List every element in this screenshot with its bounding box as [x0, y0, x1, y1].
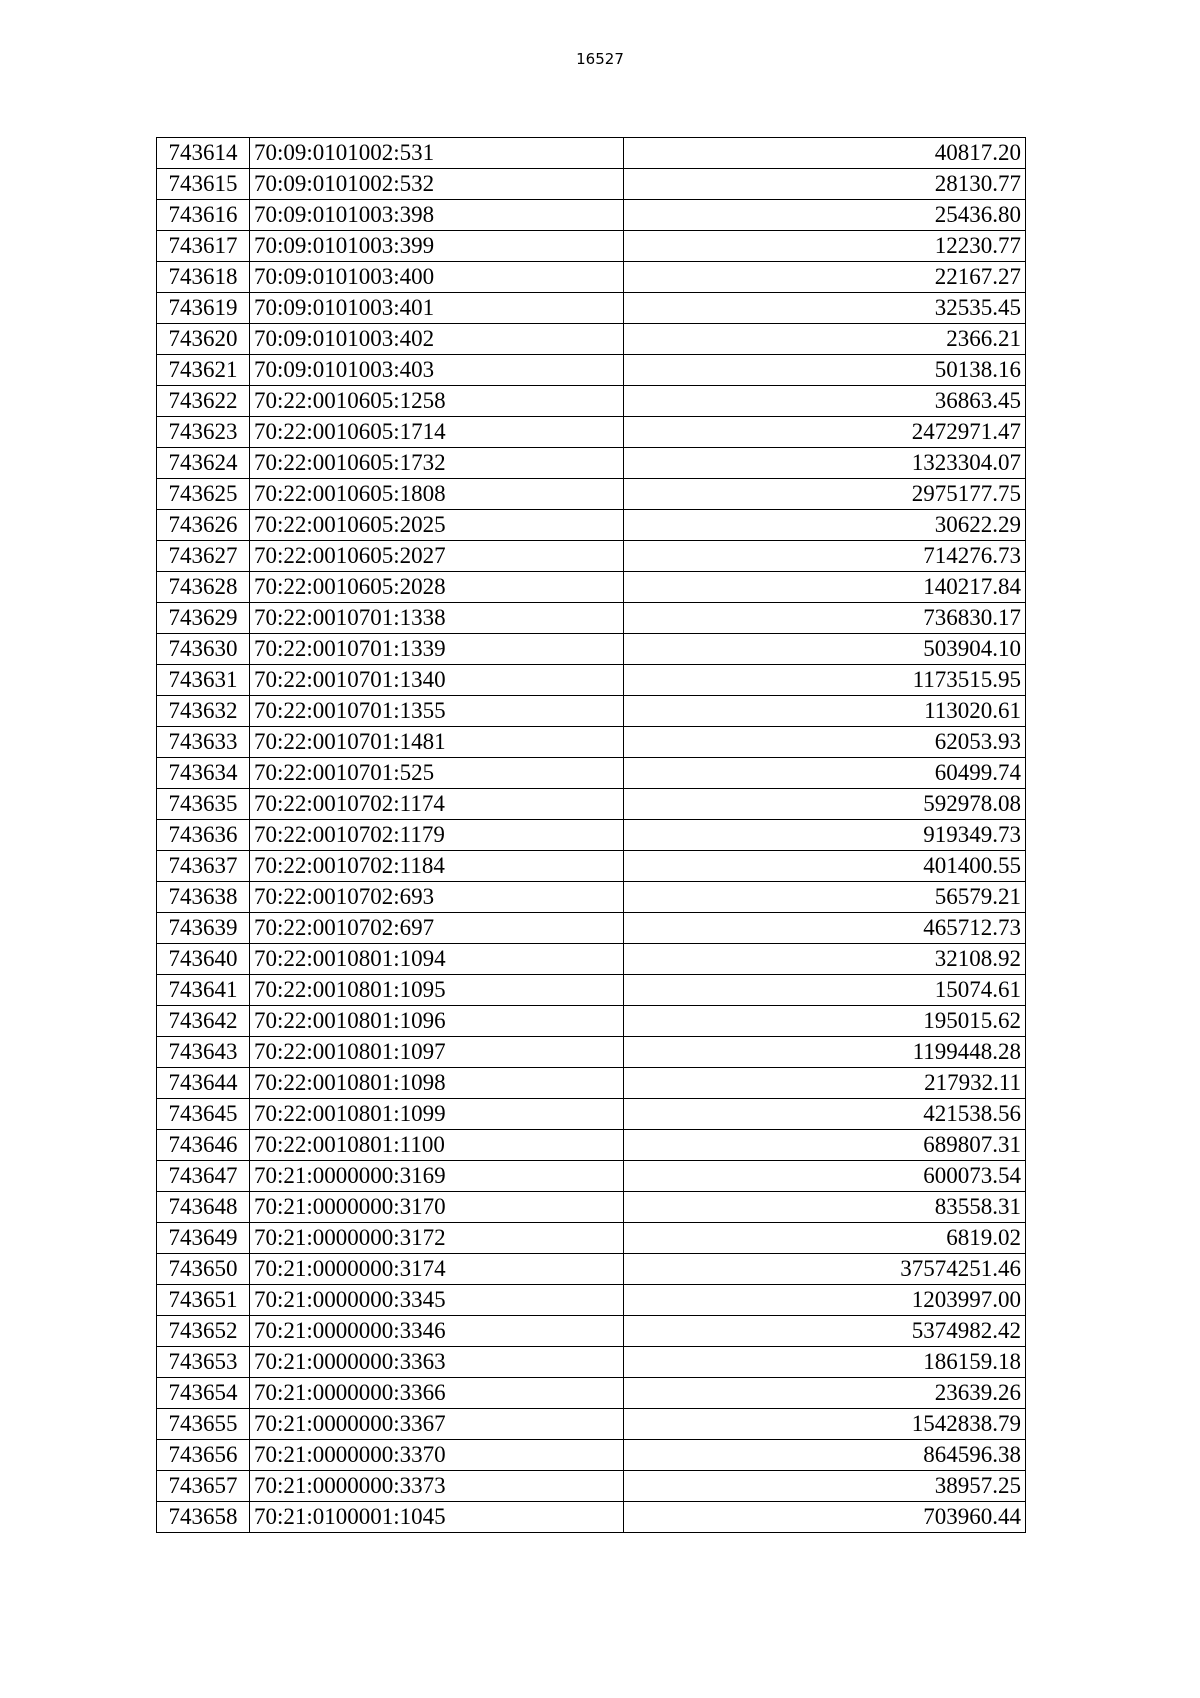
- table-row: [157, 634, 1026, 665]
- table-row: [157, 1223, 1026, 1254]
- cadastral-number-cell: 70:22:0010605:1808: [250, 479, 624, 510]
- table-row: [157, 1440, 1026, 1471]
- table-row: [157, 231, 1026, 262]
- table-row: [157, 1192, 1026, 1223]
- table-row: [157, 944, 1026, 975]
- table-row: [157, 510, 1026, 541]
- row-id-cell: 743628: [157, 572, 250, 603]
- table-row: [157, 882, 1026, 913]
- row-id-cell: 743637: [157, 851, 250, 882]
- row-id-cell: 743651: [157, 1285, 250, 1316]
- row-id-cell: 743617: [157, 231, 250, 262]
- row-id-cell: 743631: [157, 665, 250, 696]
- table-row: [157, 603, 1026, 634]
- table-row: [157, 138, 1026, 169]
- row-id-cell: 743630: [157, 634, 250, 665]
- row-id-cell: 743619: [157, 293, 250, 324]
- cadastral-number-cell: 70:22:0010701:1481: [250, 727, 624, 758]
- value-cell: 6819.02: [624, 1223, 1026, 1254]
- value-cell: 30622.29: [624, 510, 1026, 541]
- table-body: [157, 138, 1026, 1533]
- row-id-cell: 743627: [157, 541, 250, 572]
- row-id-cell: 743634: [157, 758, 250, 789]
- cadastral-number-cell: 70:22:0010605:1258: [250, 386, 624, 417]
- cadastral-number-cell: 70:22:0010801:1094: [250, 944, 624, 975]
- table-row: [157, 572, 1026, 603]
- page-number: 16527: [576, 50, 624, 68]
- table-row: [157, 169, 1026, 200]
- value-cell: 113020.61: [624, 696, 1026, 727]
- cadastral-number-cell: 70:22:0010605:1732: [250, 448, 624, 479]
- row-id-cell: 743650: [157, 1254, 250, 1285]
- value-cell: 5374982.42: [624, 1316, 1026, 1347]
- value-cell: 195015.62: [624, 1006, 1026, 1037]
- value-cell: 1199448.28: [624, 1037, 1026, 1068]
- table-row: [157, 262, 1026, 293]
- table-row: [157, 1502, 1026, 1533]
- value-cell: 1173515.95: [624, 665, 1026, 696]
- cadastral-number-cell: 70:22:0010801:1100: [250, 1130, 624, 1161]
- row-id-cell: 743616: [157, 200, 250, 231]
- row-id-cell: 743655: [157, 1409, 250, 1440]
- table-row: [157, 1471, 1026, 1502]
- cadastral-number-cell: 70:22:0010801:1096: [250, 1006, 624, 1037]
- row-id-cell: 743615: [157, 169, 250, 200]
- row-id-cell: 743654: [157, 1378, 250, 1409]
- cadastral-number-cell: 70:22:0010605:2027: [250, 541, 624, 572]
- row-id-cell: 743658: [157, 1502, 250, 1533]
- cadastral-number-cell: 70:09:0101002:531: [250, 138, 624, 169]
- cadastral-number-cell: 70:09:0101003:400: [250, 262, 624, 293]
- table-row: [157, 479, 1026, 510]
- cadastral-number-cell: 70:21:0000000:3172: [250, 1223, 624, 1254]
- row-id-cell: 743624: [157, 448, 250, 479]
- table-row: [157, 1285, 1026, 1316]
- value-cell: 689807.31: [624, 1130, 1026, 1161]
- value-cell: 83558.31: [624, 1192, 1026, 1223]
- value-cell: 919349.73: [624, 820, 1026, 851]
- value-cell: 421538.56: [624, 1099, 1026, 1130]
- table-row: [157, 448, 1026, 479]
- cadastral-number-cell: 70:22:0010701:1340: [250, 665, 624, 696]
- row-id-cell: 743632: [157, 696, 250, 727]
- value-cell: 2366.21: [624, 324, 1026, 355]
- value-cell: 28130.77: [624, 169, 1026, 200]
- value-cell: 37574251.46: [624, 1254, 1026, 1285]
- cadastral-number-cell: 70:21:0000000:3170: [250, 1192, 624, 1223]
- value-cell: 1203997.00: [624, 1285, 1026, 1316]
- table-row: [157, 1409, 1026, 1440]
- cadastral-number-cell: 70:22:0010702:693: [250, 882, 624, 913]
- row-id-cell: 743643: [157, 1037, 250, 1068]
- value-cell: 864596.38: [624, 1440, 1026, 1471]
- cadastral-number-cell: 70:22:0010801:1098: [250, 1068, 624, 1099]
- value-cell: 60499.74: [624, 758, 1026, 789]
- row-id-cell: 743622: [157, 386, 250, 417]
- row-id-cell: 743641: [157, 975, 250, 1006]
- row-id-cell: 743633: [157, 727, 250, 758]
- value-cell: 50138.16: [624, 355, 1026, 386]
- table-row: [157, 386, 1026, 417]
- row-id-cell: 743640: [157, 944, 250, 975]
- cadastral-number-cell: 70:09:0101003:402: [250, 324, 624, 355]
- table-row: [157, 1347, 1026, 1378]
- cadastral-number-cell: 70:09:0101002:532: [250, 169, 624, 200]
- value-cell: 12230.77: [624, 231, 1026, 262]
- row-id-cell: 743647: [157, 1161, 250, 1192]
- table-row: [157, 417, 1026, 448]
- cadastral-number-cell: 70:22:0010701:525: [250, 758, 624, 789]
- value-cell: 465712.73: [624, 913, 1026, 944]
- table-row: [157, 913, 1026, 944]
- cadastral-number-cell: 70:22:0010605:1714: [250, 417, 624, 448]
- value-cell: 592978.08: [624, 789, 1026, 820]
- value-cell: 25436.80: [624, 200, 1026, 231]
- row-id-cell: 743636: [157, 820, 250, 851]
- value-cell: 1542838.79: [624, 1409, 1026, 1440]
- value-cell: 36863.45: [624, 386, 1026, 417]
- table-row: [157, 1099, 1026, 1130]
- table-row: [157, 1254, 1026, 1285]
- cadastral-value-table: [156, 137, 1026, 1533]
- value-cell: 1323304.07: [624, 448, 1026, 479]
- row-id-cell: 743656: [157, 1440, 250, 1471]
- table-row: [157, 293, 1026, 324]
- table-row: [157, 1316, 1026, 1347]
- row-id-cell: 743645: [157, 1099, 250, 1130]
- cadastral-number-cell: 70:22:0010702:1179: [250, 820, 624, 851]
- row-id-cell: 743638: [157, 882, 250, 913]
- value-cell: 703960.44: [624, 1502, 1026, 1533]
- value-cell: 32535.45: [624, 293, 1026, 324]
- table-row: [157, 541, 1026, 572]
- value-cell: 140217.84: [624, 572, 1026, 603]
- cadastral-number-cell: 70:21:0000000:3174: [250, 1254, 624, 1285]
- row-id-cell: 743652: [157, 1316, 250, 1347]
- cadastral-number-cell: 70:22:0010701:1339: [250, 634, 624, 665]
- table-row: [157, 789, 1026, 820]
- cadastral-number-cell: 70:22:0010701:1338: [250, 603, 624, 634]
- cadastral-number-cell: 70:21:0000000:3169: [250, 1161, 624, 1192]
- value-cell: 56579.21: [624, 882, 1026, 913]
- value-cell: 2975177.75: [624, 479, 1026, 510]
- cadastral-number-cell: 70:22:0010702:1174: [250, 789, 624, 820]
- value-cell: 22167.27: [624, 262, 1026, 293]
- cadastral-number-cell: 70:22:0010801:1095: [250, 975, 624, 1006]
- row-id-cell: 743623: [157, 417, 250, 448]
- value-cell: 503904.10: [624, 634, 1026, 665]
- table-row: [157, 820, 1026, 851]
- value-cell: 736830.17: [624, 603, 1026, 634]
- table-row: [157, 355, 1026, 386]
- cadastral-number-cell: 70:22:0010801:1099: [250, 1099, 624, 1130]
- table-row: [157, 851, 1026, 882]
- cadastral-number-cell: 70:21:0000000:3345: [250, 1285, 624, 1316]
- row-id-cell: 743653: [157, 1347, 250, 1378]
- row-id-cell: 743614: [157, 138, 250, 169]
- value-cell: 32108.92: [624, 944, 1026, 975]
- cadastral-number-cell: 70:21:0000000:3363: [250, 1347, 624, 1378]
- cadastral-number-cell: 70:22:0010702:1184: [250, 851, 624, 882]
- row-id-cell: 743649: [157, 1223, 250, 1254]
- value-cell: 40817.20: [624, 138, 1026, 169]
- row-id-cell: 743621: [157, 355, 250, 386]
- table-row: [157, 758, 1026, 789]
- value-cell: 38957.25: [624, 1471, 1026, 1502]
- value-cell: 217932.11: [624, 1068, 1026, 1099]
- cadastral-number-cell: 70:21:0000000:3367: [250, 1409, 624, 1440]
- row-id-cell: 743644: [157, 1068, 250, 1099]
- cadastral-number-cell: 70:22:0010801:1097: [250, 1037, 624, 1068]
- row-id-cell: 743625: [157, 479, 250, 510]
- row-id-cell: 743657: [157, 1471, 250, 1502]
- table-row: [157, 1037, 1026, 1068]
- table-row: [157, 1161, 1026, 1192]
- value-cell: 62053.93: [624, 727, 1026, 758]
- table-row: [157, 1378, 1026, 1409]
- row-id-cell: 743620: [157, 324, 250, 355]
- value-cell: 186159.18: [624, 1347, 1026, 1378]
- row-id-cell: 743629: [157, 603, 250, 634]
- cadastral-number-cell: 70:22:0010605:2028: [250, 572, 624, 603]
- cadastral-number-cell: 70:21:0100001:1045: [250, 1502, 624, 1533]
- value-cell: 600073.54: [624, 1161, 1026, 1192]
- row-id-cell: 743639: [157, 913, 250, 944]
- value-cell: 714276.73: [624, 541, 1026, 572]
- table-row: [157, 975, 1026, 1006]
- row-id-cell: 743618: [157, 262, 250, 293]
- cadastral-number-cell: 70:22:0010605:2025: [250, 510, 624, 541]
- value-cell: 15074.61: [624, 975, 1026, 1006]
- cadastral-number-cell: 70:09:0101003:403: [250, 355, 624, 386]
- cadastral-number-cell: 70:22:0010701:1355: [250, 696, 624, 727]
- value-cell: 401400.55: [624, 851, 1026, 882]
- row-id-cell: 743646: [157, 1130, 250, 1161]
- cadastral-number-cell: 70:21:0000000:3370: [250, 1440, 624, 1471]
- table-row: [157, 324, 1026, 355]
- value-cell: 2472971.47: [624, 417, 1026, 448]
- table-row: [157, 200, 1026, 231]
- row-id-cell: 743626: [157, 510, 250, 541]
- cadastral-number-cell: 70:21:0000000:3373: [250, 1471, 624, 1502]
- cadastral-number-cell: 70:09:0101003:398: [250, 200, 624, 231]
- cadastral-number-cell: 70:09:0101003:401: [250, 293, 624, 324]
- table-row: [157, 1006, 1026, 1037]
- table-row: [157, 727, 1026, 758]
- table-row: [157, 696, 1026, 727]
- table-row: [157, 665, 1026, 696]
- cadastral-number-cell: 70:22:0010702:697: [250, 913, 624, 944]
- cadastral-number-cell: 70:21:0000000:3346: [250, 1316, 624, 1347]
- row-id-cell: 743642: [157, 1006, 250, 1037]
- table-row: [157, 1130, 1026, 1161]
- table-row: [157, 1068, 1026, 1099]
- cadastral-number-cell: 70:09:0101003:399: [250, 231, 624, 262]
- cadastral-number-cell: 70:21:0000000:3366: [250, 1378, 624, 1409]
- value-cell: 23639.26: [624, 1378, 1026, 1409]
- row-id-cell: 743635: [157, 789, 250, 820]
- row-id-cell: 743648: [157, 1192, 250, 1223]
